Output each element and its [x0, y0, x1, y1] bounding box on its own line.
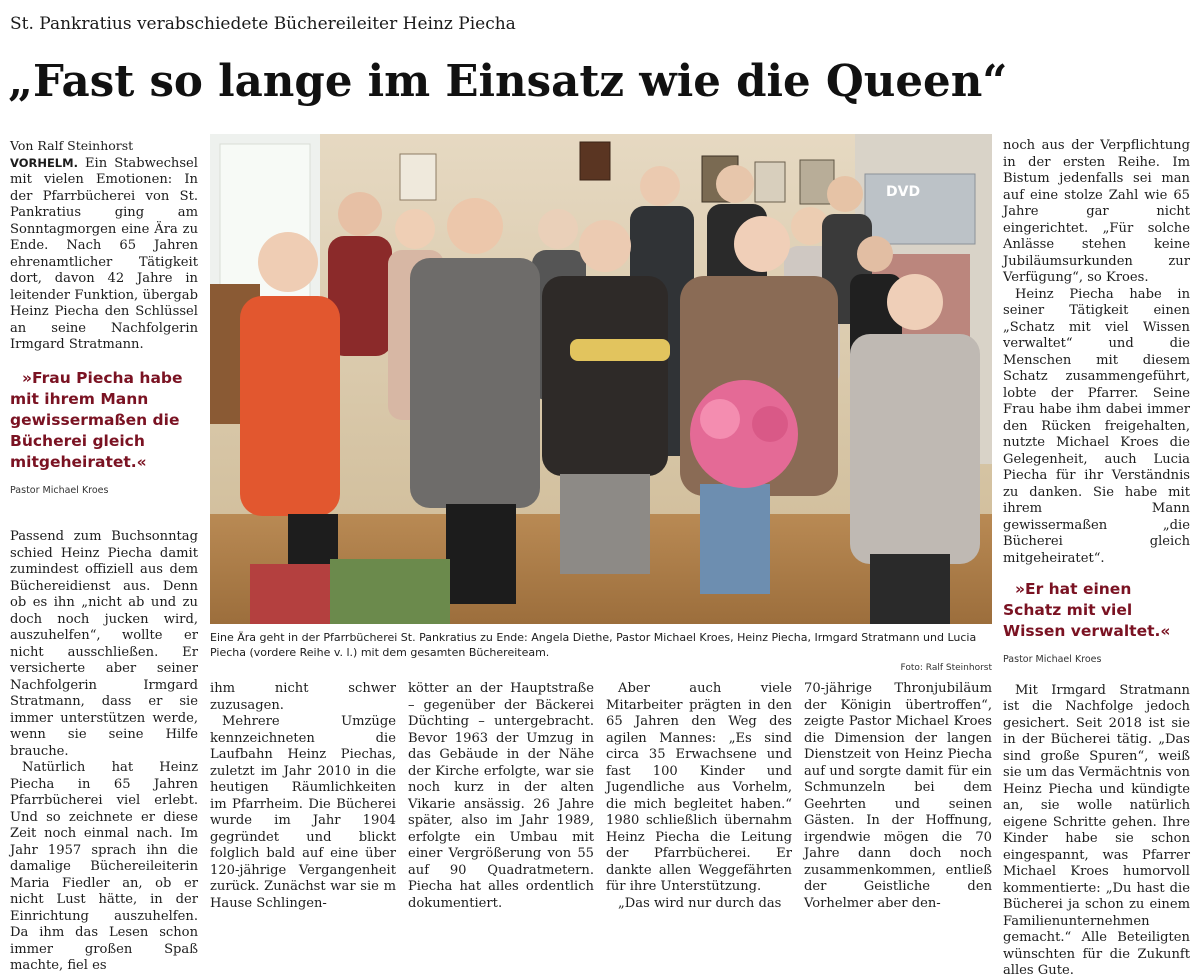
left-paragraph-1-text: Ein Stabwechsel mit vielen Emotionen: In der Pfarrbücherei von St. Pankratius ging am Sonntagmorgen eine Ära zu Ende. Nach 65 Jahren ehrenamtlicher Tätigkeit dort, davon 42 Jahre in leitender Funktion, übergab Heinz Piecha den Schlüssel an seine Nachfolgerin Irmgard Stratmann. — [10, 155, 198, 352]
pull-quote-right-source: Pastor Michael Kroes — [1003, 654, 1102, 665]
left-paragraph-3: Natürlich hat Heinz Piecha in 65 Jahren Pfarrbücherei viel erlebt. Und so zeichnete er diese Zeit noch einmal nach. Im Jahr 1957 sprach ihn die damalige Büchereileiterin Maria Fiedler an, ob er nicht Lust hätte, in der Einrichtung auszuhelfen. Da ihm das Lesen schon immer großen Spaß machte, fiel es — [10, 760, 198, 973]
right-paragraph-1: noch aus der Verpflichtung in der ersten Reihe. Im Bistum jedenfalls sei man auf eine stolze Zahl wie 65 Jahre gar nicht eingerichtet. „Für solche Anlässe stehen keine Jubiläumsurkunden zur Verfügung“, so Kroes. — [1003, 138, 1190, 285]
right-paragraph-3: Mit Irmgard Stratmann ist die Nachfolge jedoch gesichert. Seit 2018 ist sie in der Bücherei tätig. „Das sind große Spuren“, weiß sie um das Vermächtnis von Heinz Piecha und kündigte an, sie wolle natürlich eigene Schritte gehen. Ihre Kinder habe sie schon eingespannt, was Pfarrer Michael Kroes humorvoll kommentierte: „Du hast die Bücherei ja schon zu einem Familienunternehmen gemacht.“ Alle Beteiligten wünschten für die Zukunft alles Gute. — [1003, 682, 1190, 978]
photo-caption: Eine Ära geht in der Pfarrbücherei St. Pankratius zu Ende: Angela Diethe, Pastor Michael Kroes, Heinz Piecha, Irmgard Stratmann und Lucia Piecha (vordere Reihe v. l.) mit dem gesamten Büchereiteam. — [210, 631, 977, 659]
team-photo-illustration — [210, 134, 992, 624]
bottom-column-2 — [408, 681, 594, 912]
bottom-col3-paragraph: Aber auch viele Mitarbeiter prägten in den 65 Jahren den Weg des agilen Mannes: „Es sind circa 35 Erwachsene und fast 100 Kinder und Jugendliche aus Vorhelm, die mich begleitet haben.“ 1980 schließlich übernahm Heinz Piecha die Leitung der Pfarrbücherei. Er dankte allen Weggefährten für ihre Unterstützung. — [606, 681, 792, 894]
left-paragraph-2: Passend zum Buchsonntag schied Heinz Piecha damit zumindest offiziell aus dem Büchereidienst aus. Denn ob es ihn „nicht ab und zu doch noch jucken wird, auszuhelfen“, wollte er nicht ausschließen. Er versicherte aber seiner Nachfolgerin Irmgard Stratmann, dass er sie immer unterstützen werde, wenn sie seine Hilfe brauche. — [10, 529, 198, 759]
left-column — [10, 138, 198, 975]
team-photo — [210, 134, 992, 624]
pull-quote-left-source: Pastor Michael Kroes — [10, 484, 109, 496]
dvd-sign: DVD — [886, 184, 921, 200]
bottom-col3-quote-start: „Das wird nur durch das — [618, 895, 782, 911]
right-paragraph-2: Heinz Piecha habe in seiner Tätigkeit einen „Schatz mit viel Wissen verwaltet“ und die Menschen mit diesem Schatz zusammengeführt, lobte der Pfarrer. Seine Frau habe ihm dabei immer den Rücken freigehalten, nutzte Michael Kroes die Gelegenheit, auch Lucia Piecha für ihr Verständnis zu danken. Sie habe mit ihrem Mann gewissermaßen „die Bücherei gleich mitgeheiratet“. — [1003, 286, 1190, 566]
right-column — [1003, 138, 1190, 980]
photo-credit: Foto: Ralf Steinhorst — [892, 661, 992, 676]
article-headline: „Fast so lange im Einsatz wie die Queen“ — [8, 56, 1008, 107]
bottom-col2-paragraph: kötter an der Hauptstraße – gegenüber der Bäckerei Düchting – untergebracht. Bevor 1963 der Umzug in das Gebäude in der Nähe der Kirche erfolgte, war sie noch kurz in der alten Vikarie ansässig. 26 Jahre später, also im Jahr 1989, erfolgte ein Umbau mit einer Vergrößerung von 55 auf 90 Quadratmetern. Piecha hat alles ordentlich dokumentiert. — [408, 681, 594, 911]
pull-quote-right: »Er hat einen Schatz mit viel Wissen verwaltet.« — [1003, 580, 1171, 640]
left-paragraph-1 — [10, 155, 198, 354]
bottom-column-3 — [606, 681, 792, 912]
bottom-column-4 — [804, 681, 992, 912]
photo-caption-area — [210, 630, 992, 676]
article-kicker: St. Pankratius verabschiedete Büchereileiter Heinz Piecha — [10, 14, 516, 34]
pull-quote-left: »Frau Piecha habe mit ihrem Mann gewissermaßen die Bücherei gleich mitgeheiratet.« — [10, 368, 183, 471]
bottom-col1-paragraph: Mehrere Umzüge kennzeichneten die Laufbahn Heinz Piechas, zuletzt im Jahr 2010 in die heutigen Räumlichkeiten im Pfarrheim. Die Bücherei wurde im Jahr 1904 gegründet und blickt folglich bald auf eine über 120-jährige Vergangenheit zurück. Zunächst war sie m Hause Schlingen- — [210, 714, 396, 911]
bottom-col1-line: ihm nicht schwer zuzusagen. — [210, 681, 396, 713]
byline: Von Ralf Steinhorst — [10, 138, 134, 153]
bottom-col4-paragraph: 70-jährige Thronjubiläum der Königin übertroffen“, zeigte Pastor Michael Kroes die Dimension der langen Dienstzeit von Heinz Piecha auf und sorgte damit für ein Schmunzeln bei dem Geehrten und seinen Gästen. In der Hoffnung, irgendwie mögen die 70 Jahre dann doch noch zusammenkommen, entließ der Geistliche den Vorhelmer aber den- — [804, 681, 992, 911]
dateline: VORHELM. — [10, 155, 78, 170]
bottom-column-1 — [210, 681, 396, 912]
